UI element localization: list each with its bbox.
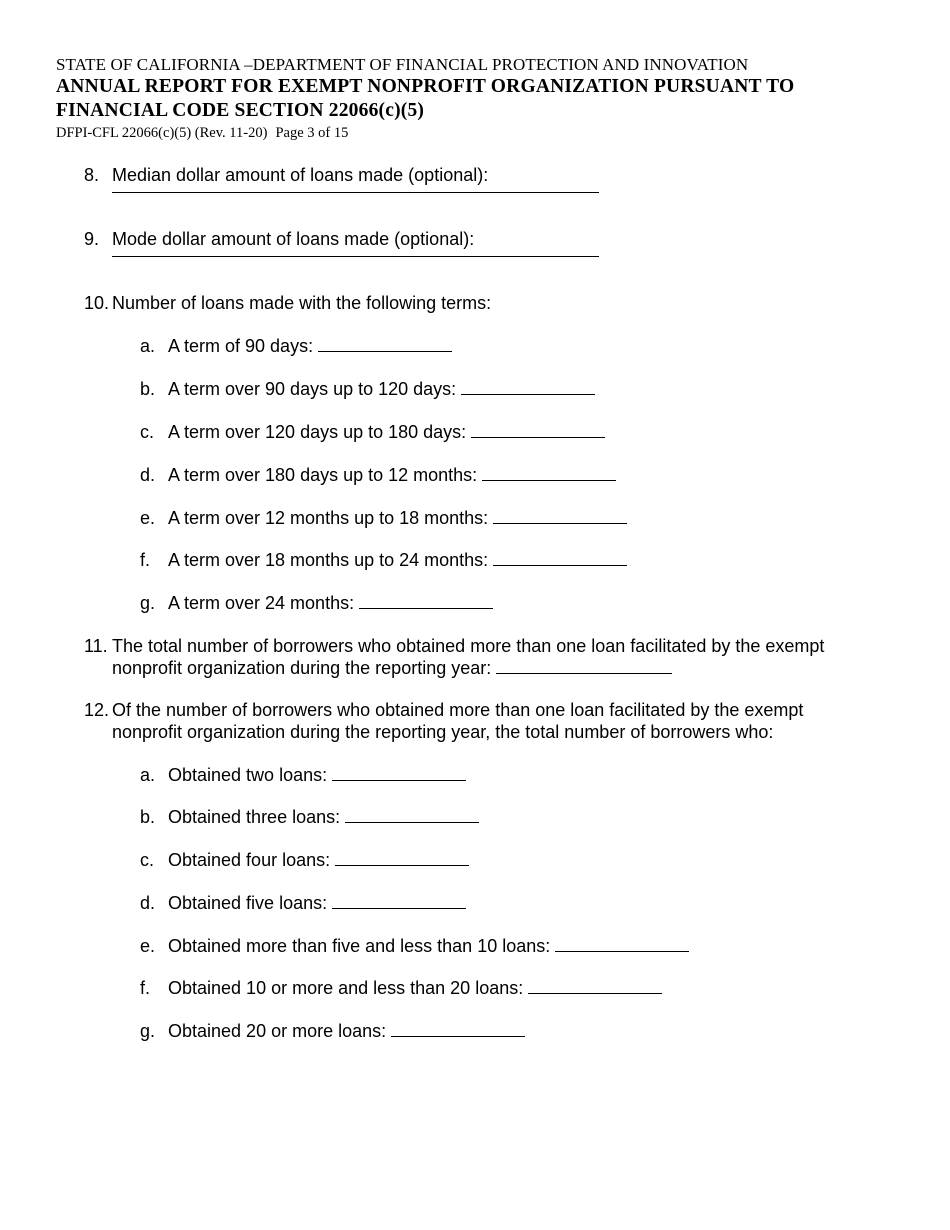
item-text: Obtained more than five and less than 10 loans: — [168, 936, 551, 956]
item-letter: e. — [140, 508, 156, 528]
item-text: A term over 120 days up to 180 days: — [168, 422, 467, 442]
question-number: 12. — [84, 700, 110, 720]
answer-blank[interactable] — [359, 592, 493, 609]
item-letter: c. — [140, 850, 155, 870]
answer-blank[interactable] — [471, 421, 605, 438]
item-text: Obtained 10 or more and less than 20 loans: — [168, 978, 524, 998]
item-text: A term over 12 months up to 18 months: — [168, 508, 489, 528]
answer-blank[interactable] — [482, 464, 616, 481]
item-text: Obtained three loans: — [168, 807, 341, 827]
item-letter: a. — [140, 765, 156, 785]
item-letter: b. — [140, 379, 156, 399]
item-text: A term over 18 months up to 24 months: — [168, 550, 489, 570]
item-letter: f. — [140, 550, 151, 570]
question-text-line-1: Of the number of borrowers who obtained more than one loan facilitated by the exempt — [112, 700, 804, 720]
item-text: A term over 180 days up to 12 months: — [168, 465, 478, 485]
item-letter: g. — [140, 1021, 156, 1041]
answer-blank[interactable] — [391, 1020, 525, 1037]
answer-blank[interactable] — [496, 657, 672, 674]
question-text: Mode dollar amount of loans made (optional): — [112, 229, 475, 249]
item-letter: e. — [140, 936, 156, 956]
question-text: Number of loans made with the following terms: — [112, 293, 492, 313]
form-id: DFPI-CFL 22066(c)(5) (Rev. 11-20) — [56, 125, 268, 141]
report-title-line-1: ANNUAL REPORT FOR EXEMPT NONPROFIT ORGANIZATION PURSUANT TO — [56, 76, 795, 97]
item-letter: c. — [140, 422, 155, 442]
item-letter: f. — [140, 978, 151, 998]
answer-blank-mode[interactable] — [112, 252, 599, 257]
answer-blank[interactable] — [345, 806, 479, 823]
question-number: 9. — [84, 229, 100, 249]
answer-blank[interactable] — [332, 764, 466, 781]
item-text: A term of 90 days: — [168, 336, 314, 356]
question-text-line-2: nonprofit organization during the reporting year: — [112, 658, 492, 678]
answer-blank[interactable] — [555, 935, 689, 952]
answer-blank[interactable] — [528, 977, 662, 994]
item-text: Obtained four loans: — [168, 850, 331, 870]
form-identifier — [56, 123, 916, 143]
item-text: Obtained 20 or more loans: — [168, 1021, 387, 1041]
answer-blank[interactable] — [493, 507, 627, 524]
item-text: A term over 24 months: — [168, 593, 355, 613]
question-number: 8. — [84, 165, 100, 185]
item-text: A term over 90 days up to 120 days: — [168, 379, 457, 399]
page-number: Page 3 of 15 — [275, 125, 349, 141]
question-number: 10. — [84, 293, 110, 313]
answer-blank[interactable] — [493, 549, 627, 566]
answer-blank-median[interactable] — [112, 188, 599, 193]
document-header — [56, 55, 916, 143]
answer-blank[interactable] — [461, 378, 595, 395]
item-text: Obtained five loans: — [168, 893, 328, 913]
agency-name: STATE OF CALIFORNIA –DEPARTMENT OF FINANCIAL PROTECTION AND INNOVATION — [56, 55, 749, 74]
item-letter: d. — [140, 465, 156, 485]
question-text-line-2: nonprofit organization during the reporting year, the total number of borrowers who: — [112, 722, 774, 742]
item-letter: g. — [140, 593, 156, 613]
item-letter: d. — [140, 893, 156, 913]
question-number: 11. — [84, 636, 108, 656]
question-text: Median dollar amount of loans made (optional): — [112, 165, 489, 185]
question-text-line-1: The total number of borrowers who obtained more than one loan facilitated by the exempt — [112, 636, 825, 656]
answer-blank[interactable] — [335, 849, 469, 866]
item-letter: a. — [140, 336, 156, 356]
report-title-line-2: FINANCIAL CODE SECTION 22066(c)(5) — [56, 100, 425, 121]
answer-blank[interactable] — [332, 892, 466, 909]
answer-blank[interactable] — [318, 335, 452, 352]
item-text: Obtained two loans: — [168, 765, 328, 785]
item-letter: b. — [140, 807, 156, 827]
